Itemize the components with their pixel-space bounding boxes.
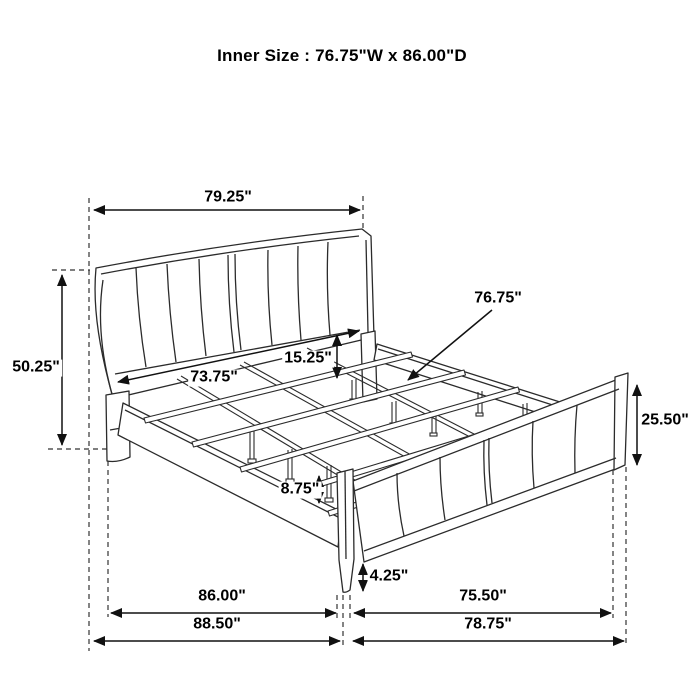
dim-label-headboard-width: 79.25" [204,188,252,206]
dim-label-footboard-height: 25.50" [641,411,689,429]
dim-label-headboard-height: 50.25" [12,358,60,376]
dim-label-under-rail: 8.75" [280,480,320,498]
footboard-panel [353,378,621,562]
dim-label-footboard-outer: 78.75" [464,615,512,633]
dim-label-inner-depth: 86.00" [198,587,246,605]
dim-label-leg-height: 4.25" [369,567,409,585]
dim-label-headboard-inner: 73.75" [190,368,238,386]
dim-label-overall-depth: 88.50" [193,615,241,633]
dim-label-slat-width: 76.75" [474,289,522,307]
dim-label-rail-top-height: 15.25" [284,349,332,367]
diagram-title: Inner Size : 76.75"W x 86.00"D [217,46,467,65]
footboard-right-post [614,373,628,470]
left-side-rail [118,403,342,547]
dim-label-footboard-span: 75.50" [459,587,507,605]
